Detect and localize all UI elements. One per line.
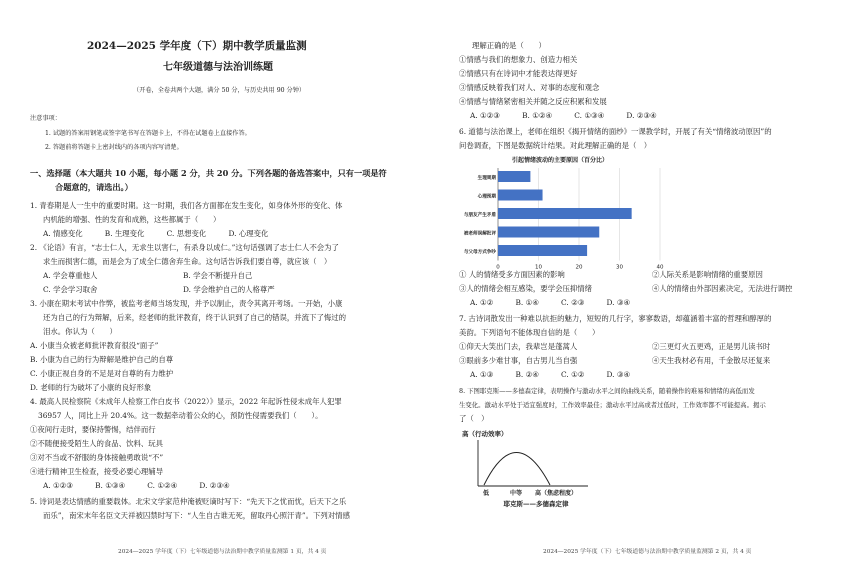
notice-title: 注意事项： <box>30 115 61 122</box>
notice-item: 1. 试题的答案用钢笔或签字笔书写在答题卡上，不得在试题卷上直接作答。 <box>45 130 251 137</box>
notice-item: 2. 答题前将答题卡上密封线内的各项内容写清楚。 <box>45 144 183 151</box>
question-3: 3. 小康在期末考试中作弊，被监考老师当场发现，并予以制止，责令其离开考场。一开始，小康 <box>30 299 343 308</box>
question-3-cont: 泪水。你认为（ ） <box>43 327 117 336</box>
right-page <box>430 0 860 566</box>
yerkes-dodson-curve <box>458 428 618 510</box>
question-6-statement-4: ④人的情绪由外部因素决定，无法进行调控 <box>652 284 793 293</box>
x-tick-label: 高（焦虑程度） <box>534 490 578 497</box>
exam-subtitle: 七年级道德与法治训练题 <box>163 62 273 73</box>
question-7-cont: 美韵。下列语句不能体现自信的是（ ） <box>459 328 600 337</box>
question-4-item: ③对不当或不舒服的身体接触勇敢说“不” <box>30 453 164 462</box>
question-1: 1. 青春期是人一生中的重要时期。这一时期，我们各方面都在发生变化，如身体外形的变化、体 <box>30 201 343 210</box>
exam-title: 2024—2025 学年度（下）期中教学质量监测 <box>87 40 307 52</box>
y-tick-label: 与父母方式争吵 <box>463 250 496 255</box>
question-5-item: ④情感与情绪紧密相关并随之反应积累和发展 <box>459 97 607 106</box>
question-6-cont: 问卷调查，下图是数据统计结果。对此理解正确的是（ ） <box>459 141 652 150</box>
question-3-option-d: D. 老师的行为破坏了小康的良好形象 <box>30 383 152 392</box>
question-2-option-d: D. 学会维护自己的人格尊严 <box>183 285 275 294</box>
question-2-option-a: A. 学会尊重他人 <box>43 271 98 280</box>
question-5-item: ③情感反映着我们对人、对事的态度和观念 <box>459 83 600 92</box>
question-7-item: ③眼前多少难甘事，自古男儿当自强 <box>459 356 578 365</box>
performance-curve <box>484 453 550 486</box>
question-7-item: ④天生我材必有用，千金散尽还复来 <box>652 356 771 365</box>
question-6-options: A. ①② B. ①④ C. ②③ D. ③④ <box>470 298 631 307</box>
x-tick-label: 中等 <box>509 490 523 497</box>
bar <box>498 208 632 219</box>
question-8: 8. 下图耶克斯——多德森定律，表明操作与激动水平之间的曲线关系，随着操作的难易和情绪的高低而发 <box>459 387 755 395</box>
page-footer: 2024—2025 学年度（下）七年级道德与法治期中教学质量监测第 2 页，共 4 页 <box>543 549 752 555</box>
question-5-options: A. ①②③ B. ①②④ C. ①③④ D. ②③④ <box>470 111 657 120</box>
question-2-option-c: C. 学会学习取舍 <box>43 285 98 294</box>
question-4: 4. 最高人民检察院《未成年人检察工作白皮书（2022）》显示，2022 年起诉性侵未成年人犯罪 <box>30 397 342 406</box>
question-8-cont: 生变化。激动水平处于适宜强度时，工作效率最佳；激动水平过高或者过低时，工作效率都不可能提高。揭示 <box>459 401 766 409</box>
question-4-item: ④进行精神卫生检查，接受必要心理辅导 <box>30 467 164 476</box>
x-tick-label: 0 <box>496 264 500 271</box>
question-1-cont: 内机能的增强、性的发育和成熟，这些都属于（ ） <box>43 215 221 224</box>
question-4-options: A. ①②③ B. ①③④ C. ①②④ D. ②③④ <box>43 481 230 490</box>
bar <box>498 245 587 256</box>
question-7-options: A. ①③ B. ②④ C. ①② D. ③④ <box>470 370 631 379</box>
section-1-heading: 一、选择题（本大题共 10 小题，每小题 2 分，共 20 分。下列各题的备选答案中，只有一项是符 <box>30 168 387 178</box>
question-4-item: ①夜间行走时，要保持警惕，结伴而行 <box>30 425 156 434</box>
question-3-cont: 还为自己的行为辩解，后来，经老师的批评教育，终于认识到了自己的错误，并流下了悔过的 <box>43 313 347 322</box>
question-5: 5. 诗词是表达情感的重要载体。北宋文学家范仲淹被贬谪时写下：“先天下之忧而忧，后天下之乐 <box>30 497 347 506</box>
page-footer: 2024—2025 学年度（下）七年级道德与法治期中教学质量监测第 1 页，共 4 页 <box>118 549 327 555</box>
x-tick-label: 低 <box>482 490 490 497</box>
y-tick-label: 与朋友产生矛盾 <box>463 213 496 218</box>
emotion-causes-bar-chart <box>450 154 670 271</box>
y-tick-label: 心理预期 <box>477 194 496 200</box>
question-2-option-b: B. 学会不断提升自己 <box>183 271 253 280</box>
question-4-cont: 36957 人，同比上升 20.4%。这一数据牵动着公众的心，预防性侵需要我们（ ）。 <box>38 411 323 420</box>
bar <box>498 171 530 182</box>
question-6-statement-3: ③人的情绪会相互感染，要学会压抑情绪 <box>459 284 593 293</box>
x-tick-label: 10 <box>535 264 542 271</box>
question-5-cont: 理解正确的是（ ） <box>472 41 546 50</box>
question-6-statement-2: ②人际关系是影响情绪的重要原因 <box>652 270 763 279</box>
bar <box>498 227 599 238</box>
y-axis-label: 高（行动效率） <box>462 430 508 438</box>
x-tick-label: 40 <box>656 264 664 271</box>
question-5-item: ②情感只有在诗词中才能表达得更好 <box>459 69 578 78</box>
question-3-option-c: C. 小康正视自身的不足是对自尊的有力维护 <box>30 369 174 378</box>
question-6-statement-1: ① 人的情绪受多方面因素的影响 <box>459 270 565 279</box>
question-5-item: ①情感与我们的想象力、创造力相关 <box>459 55 578 64</box>
question-7: 7. 古诗词散发出一种难以抗拒的魅力，短短的几行字，寥寥数语，却蕴涵着丰富的哲理和醇厚的 <box>459 314 772 323</box>
chart-caption: 耶克斯——多德森定律 <box>503 500 569 508</box>
question-2-cont: 求生而损害仁德，而是会为了成全仁德舍弃生命。这句话告诉我们要自尊，就应该（ ） <box>43 257 332 266</box>
question-5-cont: 而乐”，南宋末年名臣文天祥被囚禁时写下：“人生自古谁无死，留取丹心照汗青”。下列对情感 <box>43 511 350 520</box>
question-4-item: ②不随便接受陌生人的食品、饮料、玩具 <box>30 439 164 448</box>
x-tick-label: 30 <box>616 264 623 271</box>
chart-title: 引起情绪波动的主要原因（百分比） <box>511 157 609 164</box>
question-7-item: ①仰天大笑出门去，我辈岂是蓬蒿人 <box>459 342 578 351</box>
exam-note: （开卷，全卷共两个大题，满分 50 分，与历史共用 90 分钟） <box>133 87 306 94</box>
y-tick-label: 被老师误解批评 <box>463 231 496 237</box>
y-tick-label: 生理周期 <box>477 176 496 181</box>
question-3-option-a: A. 小康当众被老师批评教育很没“面子” <box>30 341 159 350</box>
question-6: 6. 道德与法治课上，老师在组织《揭开情绪的面纱》一课教学时，开展了有关“情绪波动原因”的 <box>459 127 772 136</box>
x-tick-label: 20 <box>575 264 583 271</box>
question-3-option-b: B. 小康为自己的行为辩解是维护自己的自尊 <box>30 355 174 364</box>
question-8-cont: 了（ ） <box>459 414 489 423</box>
question-2: 2. 《论语》有言，“志士仁人，无求生以害仁，有杀身以成仁。”这句话强调了志士仁人不会为了 <box>30 243 339 252</box>
question-7-item: ②三更灯火五更鸡，正是男儿读书时 <box>652 342 771 351</box>
bar <box>498 190 543 201</box>
question-1-options: A. 情感变化 B. 生理变化 C. 思想变化 D. 心理变化 <box>43 229 269 238</box>
section-1-heading-cont: 合题意的，请选出。） <box>55 182 133 192</box>
